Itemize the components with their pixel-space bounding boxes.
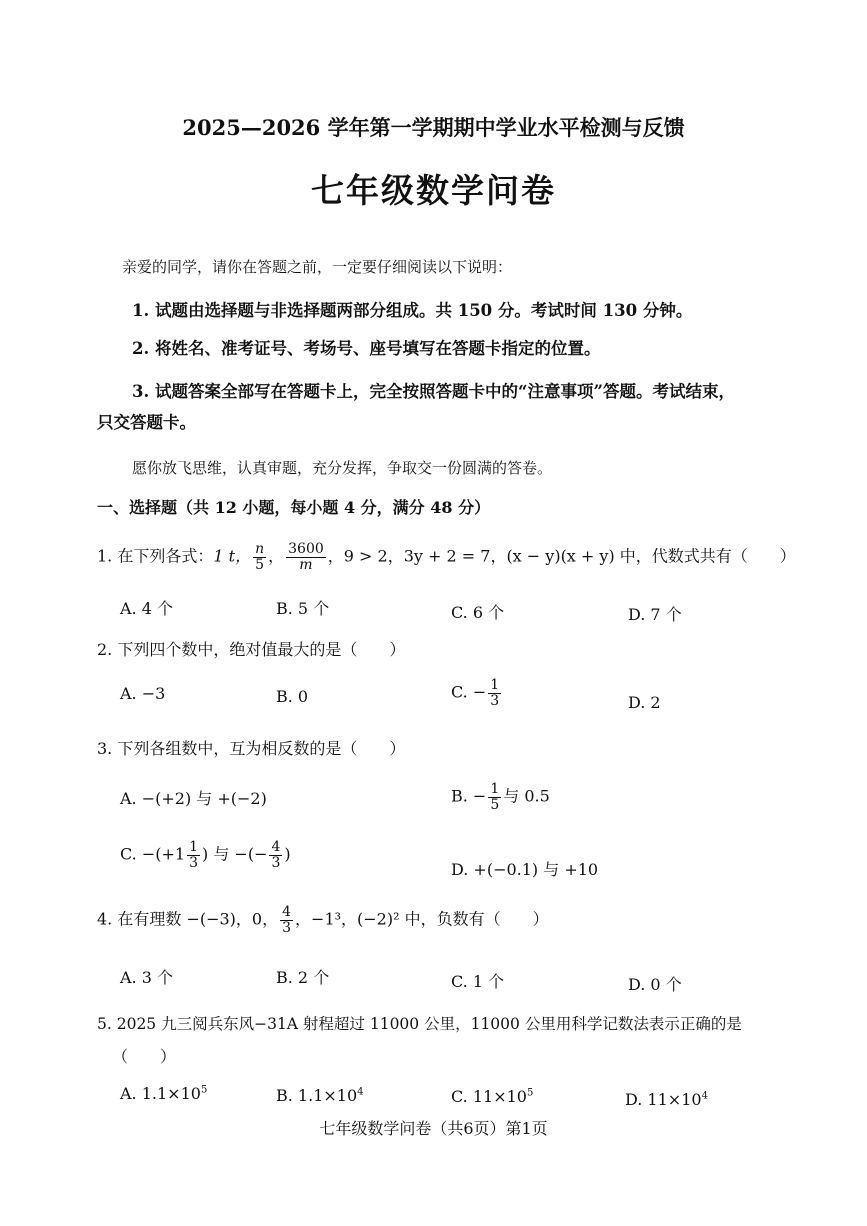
q1-prefix: 1. 在下列各式：	[97, 546, 214, 566]
q1-option-d[interactable]: D. 7 个	[628, 605, 682, 624]
q1-fraction-2	[286, 542, 326, 572]
q4-option-c[interactable]: C. 1 个	[451, 972, 505, 991]
instructions-wish: 愿你放飞思维，认真审题，充分发挥，争取交一份圆满的答卷。	[132, 459, 553, 477]
q1-fraction-1	[253, 542, 266, 572]
q4-stem-post: ，−1³，(−2)² 中，负数有（ ）	[295, 909, 549, 929]
instruction-1: 1. 试题由选择题与非选择题两部分组成。共 150 分。考试时间 130 分钟。	[132, 301, 693, 320]
q5d-exp: 4	[701, 1090, 708, 1102]
question-4	[97, 905, 549, 935]
q1-frac1-num: n	[255, 541, 265, 557]
q2-frac-num: 1	[490, 677, 500, 693]
q1-option-a[interactable]: A. 4 个	[120, 599, 173, 618]
question-1: 1. 在下列各式：1 t， $\frac{n}{5}$ ， $\frac{3600}{m}$ ，9 > 2，3y + 2 = 7，(x − y)(x + y) 中，代数式共有（ ）	[97, 541, 796, 573]
q3-option-b-post: 与 0.5	[503, 786, 550, 806]
instruction-3-cont: 只交答题卡。	[97, 413, 196, 432]
instructions-greeting: 亲爱的同学，请你在答题之前，一定要仔细阅读以下说明：	[122, 258, 513, 276]
q5b-exp: 4	[357, 1086, 364, 1098]
q3-option-b[interactable]	[451, 782, 550, 812]
q3b-frac-den: 5	[490, 796, 500, 813]
q3b-frac-num: 1	[490, 781, 500, 797]
page-footer: 七年级数学问卷（共6页）第1页	[319, 1119, 548, 1138]
q5-option-b[interactable]	[276, 1086, 364, 1105]
q4-option-d[interactable]: D. 0 个	[628, 975, 682, 994]
q4-frac-den: 3	[282, 919, 292, 936]
q3-option-b-fraction	[488, 782, 501, 812]
q1-frac2-num: 3600	[288, 541, 324, 557]
question-5: 5. 2025 九三阅兵东风−31A 射程超过 11000 公里，11000 公里用科学记数法表示正确的是	[97, 1015, 742, 1033]
q5a-base: A. 1.1×10	[120, 1084, 201, 1103]
q2-option-c[interactable]	[451, 678, 503, 708]
q3c-frac1-num: 1	[189, 839, 198, 855]
instruction-2: 2. 将姓名、准考证号、考场号、座号填写在答题卡指定的位置。	[132, 339, 601, 358]
question-3: 3. 下列各组数中，互为相反数的是（ ）	[97, 739, 406, 758]
q2-option-d[interactable]: D. 2	[628, 693, 661, 712]
q3c-frac1-den: 3	[189, 854, 198, 871]
q2-option-c-label: C. −	[451, 682, 487, 702]
q5c-exp: 5	[526, 1087, 534, 1099]
q1-frac1-den: 5	[255, 556, 265, 573]
q2-frac-den: 3	[490, 692, 500, 709]
exam-subtitle: 七年级数学问卷	[311, 171, 556, 210]
q1-option-b[interactable]: B. 5 个	[276, 599, 330, 618]
exam-title: 2025—2026 学年第一学期期中学业水平检测与反馈	[182, 115, 685, 140]
q3-option-c-fraction-2	[269, 840, 282, 870]
q4-option-a[interactable]: A. 3 个	[120, 968, 173, 987]
q2-option-a[interactable]: A. −3	[120, 684, 166, 703]
q3-option-c-mid: ) 与 −(−	[202, 844, 268, 864]
q1-expr-a: 1	[213, 546, 224, 566]
q2-option-c-fraction	[488, 678, 501, 708]
q3-option-a[interactable]: A. −(+2) 与 +(−2)	[120, 789, 267, 808]
q1-expr-b: t，	[228, 546, 252, 566]
q3-option-d[interactable]: D. +(−0.1) 与 +10	[451, 860, 599, 879]
question-5-blank: （ ）	[112, 1047, 177, 1066]
q2-option-b[interactable]: B. 0	[276, 687, 309, 706]
q5-option-c[interactable]	[451, 1087, 533, 1106]
q5c-base: C. 11×10	[451, 1087, 527, 1106]
q3c-frac2-num: 4	[271, 839, 281, 855]
question-2: 2. 下列四个数中，绝对值最大的是（ ）	[97, 640, 406, 659]
q5b-base: B. 1.1×10	[276, 1086, 358, 1105]
q4-frac-num: 4	[282, 904, 292, 920]
q3-option-b-pre: B. −	[451, 786, 487, 806]
q3-option-c-pre: C. −(+1	[120, 844, 186, 864]
q4-option-b[interactable]: B. 2 个	[276, 968, 330, 987]
q1-expr-c: ，9 > 2，3y + 2 = 7，(x − y)(x + y) 中，代数式共有（ ）	[327, 546, 796, 566]
q3-option-c[interactable]	[120, 840, 291, 870]
q5a-exp: 5	[200, 1084, 208, 1096]
q3-option-c-post: )	[284, 844, 291, 864]
section-title: 一、选择题（共 12 小题，每小题 4 分，满分 48 分）	[97, 498, 491, 517]
q5-option-a[interactable]	[120, 1084, 207, 1103]
q1-option-c[interactable]: C. 6 个	[451, 603, 505, 622]
q3c-frac2-den: 3	[271, 854, 281, 871]
q3-option-c-fraction-1	[187, 840, 200, 870]
q4-fraction	[280, 905, 293, 935]
q5d-base: D. 11×10	[625, 1090, 702, 1109]
q5-option-d[interactable]	[625, 1090, 708, 1109]
q1-frac2-den: m	[299, 556, 313, 573]
instruction-3: 3. 试题答案全部写在答题卡上，完全按照答题卡中的“注意事项”答题。考试结束，	[132, 382, 735, 401]
q4-stem-pre: 4. 在有理数 −(−3)，0，	[97, 909, 279, 929]
